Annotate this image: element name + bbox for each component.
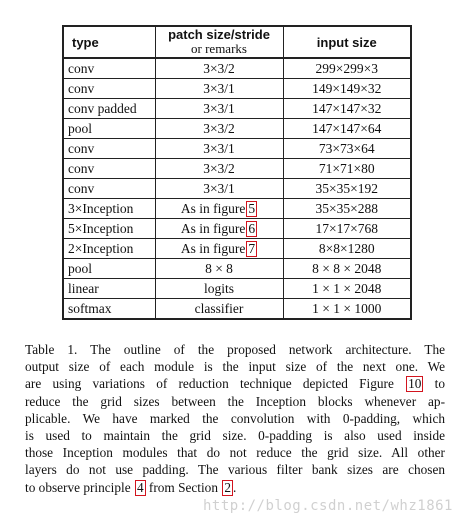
caption-text: to observe principle (25, 479, 134, 495)
caption-text: . (232, 479, 237, 495)
cell-patch-size (155, 199, 283, 219)
cell-type: 3×Inception (63, 199, 155, 219)
caption-line: is used to maintain the grid size. 0-padding is also used inside (25, 428, 445, 444)
header-input-size: input size (283, 26, 411, 58)
caption-text: are using variations of reduction technique depicted Figure (25, 376, 406, 392)
cell-patch-text: 3×3/1 (203, 101, 235, 116)
cell-type: pool (63, 259, 155, 279)
cell-patch-size (155, 219, 283, 239)
cell-input-size: 149×149×32 (283, 79, 411, 99)
header-patch-size (155, 26, 283, 58)
caption-line (25, 375, 445, 392)
cell-patch-text: 3×3/1 (203, 181, 235, 196)
cell-patch-text: 8 × 8 (205, 261, 233, 276)
cell-input-size: 71×71×80 (283, 159, 411, 179)
table-row (63, 79, 411, 99)
architecture-table-container (62, 25, 410, 320)
cell-patch-text: logits (203, 281, 234, 296)
cell-input-size: 35×35×288 (283, 199, 411, 219)
table-row (63, 159, 411, 179)
caption-text: to (423, 376, 446, 392)
cell-patch-size (155, 299, 283, 320)
table-row (63, 199, 411, 219)
caption-line: output size of each module is the input size of the next one. We (25, 359, 445, 375)
figure-reference-link[interactable]: 7 (248, 241, 256, 256)
cell-patch-text: As in figure (180, 221, 246, 236)
table-row (63, 119, 411, 139)
cell-type: conv (63, 179, 155, 199)
cell-type: conv (63, 79, 155, 99)
header-patch-line2: or remarks (191, 41, 247, 56)
cell-patch-size (155, 239, 283, 259)
cell-patch-text: 3×3/1 (203, 81, 235, 96)
cell-patch-size (155, 179, 283, 199)
table-row (63, 139, 411, 159)
cell-input-size: 147×147×32 (283, 99, 411, 119)
cell-input-size: 1 × 1 × 2048 (283, 279, 411, 299)
cell-patch-size (155, 99, 283, 119)
cell-type: 5×Inception (63, 219, 155, 239)
cell-type: linear (63, 279, 155, 299)
table-row (63, 219, 411, 239)
header-patch-line1: patch size/stride (168, 27, 270, 42)
table-row (63, 179, 411, 199)
caption-text: from Section (145, 479, 222, 495)
cell-input-size: 17×17×768 (283, 219, 411, 239)
architecture-table (62, 25, 412, 320)
cell-type: conv (63, 139, 155, 159)
figure-reference-link[interactable]: 5 (248, 201, 256, 216)
cell-input-size: 73×73×64 (283, 139, 411, 159)
figure-reference-link[interactable]: 10 (408, 376, 422, 392)
cell-input-size: 8 × 8 × 2048 (283, 259, 411, 279)
table-body (63, 58, 411, 319)
table-row (63, 99, 411, 119)
table-row (63, 239, 411, 259)
principle-reference-link[interactable]: 4 (136, 479, 144, 495)
section-reference-link[interactable]: 2 (224, 479, 231, 495)
cell-input-size: 8×8×1280 (283, 239, 411, 259)
watermark: http://blog.csdn.net/whz1861 (202, 498, 453, 514)
header-type: type (63, 26, 155, 58)
caption-line: plicable. We have marked the convolution with 0-padding, which (25, 410, 445, 426)
cell-patch-size (155, 119, 283, 139)
cell-patch-text: 3×3/1 (203, 141, 235, 156)
table-header-row (63, 26, 411, 58)
cell-patch-size (155, 139, 283, 159)
table-row (63, 299, 411, 320)
cell-patch-size (155, 79, 283, 99)
cell-type: softmax (63, 299, 155, 320)
cell-input-size: 299×299×3 (283, 58, 411, 79)
cell-patch-text: classifier (194, 301, 244, 316)
cell-type: conv (63, 159, 155, 179)
cell-patch-text: 3×3/2 (203, 121, 235, 136)
cell-patch-text: 3×3/2 (203, 61, 235, 76)
cell-patch-size (155, 279, 283, 299)
table-caption (25, 341, 445, 496)
table-row (63, 279, 411, 299)
cell-patch-size (155, 58, 283, 79)
cell-type: conv (63, 58, 155, 79)
caption-line: reduce the grid sizes between the Inception blocks whenever ap- (25, 393, 445, 409)
cell-patch-size (155, 159, 283, 179)
cell-patch-text: As in figure (180, 241, 246, 256)
caption-line: those Inception modules that do not reduce the grid size. All other (25, 445, 445, 461)
cell-input-size: 1 × 1 × 1000 (283, 299, 411, 320)
cell-type: pool (63, 119, 155, 139)
cell-type: conv padded (63, 99, 155, 119)
caption-line: layers do not use padding. The various filter bank sizes are chosen (25, 462, 445, 478)
caption-line (25, 479, 445, 496)
cell-input-size: 35×35×192 (283, 179, 411, 199)
cell-type: 2×Inception (63, 239, 155, 259)
cell-patch-size (155, 259, 283, 279)
cell-patch-text: As in figure (180, 201, 246, 216)
table-row (63, 58, 411, 79)
figure-reference-link[interactable]: 6 (248, 221, 256, 236)
cell-patch-text: 3×3/2 (203, 161, 235, 176)
cell-input-size: 147×147×64 (283, 119, 411, 139)
table-row (63, 259, 411, 279)
caption-line: Table 1. The outline of the proposed network architecture. The (25, 342, 445, 357)
